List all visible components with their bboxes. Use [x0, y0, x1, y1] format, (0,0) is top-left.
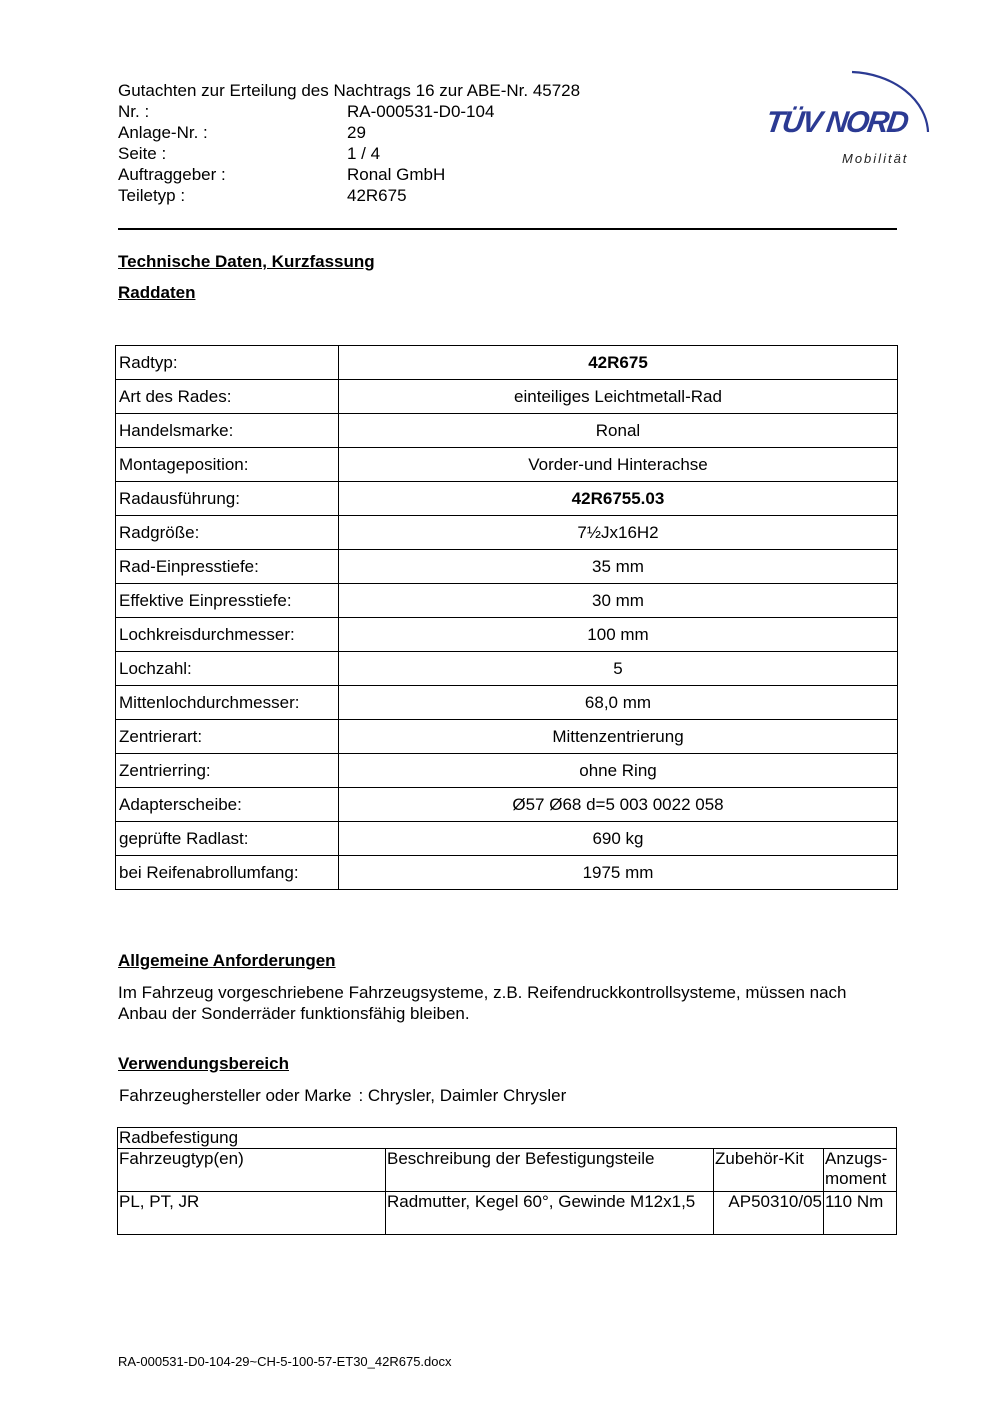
table-row [116, 788, 898, 822]
table-row [116, 584, 898, 618]
befestigung-title: Radbefestigung [118, 1128, 897, 1149]
table-cell: AP50310/05 [714, 1192, 824, 1235]
header-row-anlage [118, 122, 366, 143]
befestigung-title-row [118, 1128, 897, 1149]
header-value: 29 [347, 123, 366, 142]
header-cell: Fahrzeugtyp(en) [118, 1149, 386, 1192]
header-key: Auftraggeber : [118, 165, 226, 184]
raddaten-label: Handelsmarke: [116, 414, 339, 448]
raddaten-label: Zentrierart: [116, 720, 339, 754]
logo-brand: TÜV NORD [763, 106, 910, 139]
table-row [116, 414, 898, 448]
footer-filename: RA-000531-D0-104-29~CH-5-100-57-ET30_42R675.docx [118, 1354, 452, 1369]
raddaten-label: Effektive Einpresstiefe: [116, 584, 339, 618]
befestigung-header-row [118, 1149, 897, 1192]
header-key: Teiletyp : [118, 186, 186, 205]
section-raddaten: Raddaten [118, 283, 196, 302]
header-row-teiletyp [118, 185, 407, 206]
table-row [116, 618, 898, 652]
header-key: Nr. : [118, 102, 150, 121]
table-row [116, 380, 898, 414]
table-row [116, 516, 898, 550]
table-cell: 110 Nm [824, 1192, 897, 1235]
header-cell: Zubehör-Kit [714, 1149, 824, 1192]
raddaten-value: 7½Jx16H2 [339, 516, 898, 550]
verwendung-line [119, 1085, 566, 1106]
raddaten-value: 690 kg [339, 822, 898, 856]
raddaten-value: 68,0 mm [339, 686, 898, 720]
raddaten-label: Radtyp: [116, 346, 339, 380]
raddaten-value: einteiliges Leichtmetall-Rad [339, 380, 898, 414]
raddaten-value: 42R675 [339, 346, 898, 380]
raddaten-value: 5 [339, 652, 898, 686]
header-value: 42R675 [347, 186, 407, 205]
raddaten-value: 42R6755.03 [339, 482, 898, 516]
raddaten-value: Vorder-und Hinterachse [339, 448, 898, 482]
table-row [116, 550, 898, 584]
table-row [116, 482, 898, 516]
table-row [116, 346, 898, 380]
raddaten-label: geprüfte Radlast: [116, 822, 339, 856]
header-cell: Beschreibung der Befestigungsteile [386, 1149, 714, 1192]
tuv-nord-logo [760, 56, 950, 176]
raddaten-label: bei Reifenabrollumfang: [116, 856, 339, 890]
header-value: RA-000531-D0-104 [347, 102, 495, 121]
raddaten-value: Mittenzentrierung [339, 720, 898, 754]
raddaten-label: Rad-Einpresstiefe: [116, 550, 339, 584]
header-row-seite [118, 143, 380, 164]
header-row-nr [118, 101, 494, 122]
header-key: Anlage-Nr. : [118, 123, 208, 142]
document-title: Gutachten zur Erteilung des Nachtrags 16 zur ABE-Nr. 45728 [118, 81, 581, 100]
raddaten-label: Lochkreisdurchmesser: [116, 618, 339, 652]
table-row [118, 1192, 897, 1235]
table-row [116, 754, 898, 788]
table-cell: Radmutter, Kegel 60°, Gewinde M12x1,5 [386, 1192, 714, 1235]
table-row [116, 822, 898, 856]
table-row [116, 652, 898, 686]
raddaten-value: 1975 mm [339, 856, 898, 890]
raddaten-value: Ø57 Ø68 d=5 003 0022 058 [339, 788, 898, 822]
raddaten-label: Mittenlochdurchmesser: [116, 686, 339, 720]
verwendung-label: Fahrzeughersteller oder Marke [119, 1086, 352, 1105]
allgemein-text: Im Fahrzeug vorgeschriebene Fahrzeugsysteme, z.B. Reifendruckkontrollsysteme, müssen nach Anbau der Sonderräder funktionsfähig bleiben. [118, 983, 847, 1023]
raddaten-value: Ronal [339, 414, 898, 448]
raddaten-label: Radgröße: [116, 516, 339, 550]
raddaten-value: ohne Ring [339, 754, 898, 788]
header-value: Ronal GmbH [347, 165, 446, 184]
table-row [116, 720, 898, 754]
header-row-auftraggeber [118, 164, 445, 185]
raddaten-label: Montageposition: [116, 448, 339, 482]
raddaten-label: Lochzahl: [116, 652, 339, 686]
raddaten-label: Adapterscheibe: [116, 788, 339, 822]
logo-sub: Mobilität [842, 151, 909, 166]
section-allgemein: Allgemeine Anforderungen [118, 951, 336, 970]
raddaten-label: Art des Rades: [116, 380, 339, 414]
header-value: 1 / 4 [347, 144, 381, 163]
raddaten-table [115, 345, 898, 890]
header-divider [118, 228, 897, 230]
header-cell: Anzugs-moment [824, 1149, 897, 1192]
befestigung-table [117, 1127, 897, 1235]
table-row [116, 856, 898, 890]
header-key: Seite : [118, 144, 167, 163]
section-technische: Technische Daten, Kurzfassung [118, 252, 375, 271]
raddaten-value: 100 mm [339, 618, 898, 652]
table-row [116, 686, 898, 720]
raddaten-value: 30 mm [339, 584, 898, 618]
raddaten-label: Radausführung: [116, 482, 339, 516]
table-cell: PL, PT, JR [118, 1192, 386, 1235]
section-verwendung: Verwendungsbereich [118, 1054, 289, 1073]
verwendung-value: : Chrysler, Daimler Chrysler [358, 1086, 567, 1105]
raddaten-label: Zentrierring: [116, 754, 339, 788]
table-row [116, 448, 898, 482]
raddaten-value: 35 mm [339, 550, 898, 584]
